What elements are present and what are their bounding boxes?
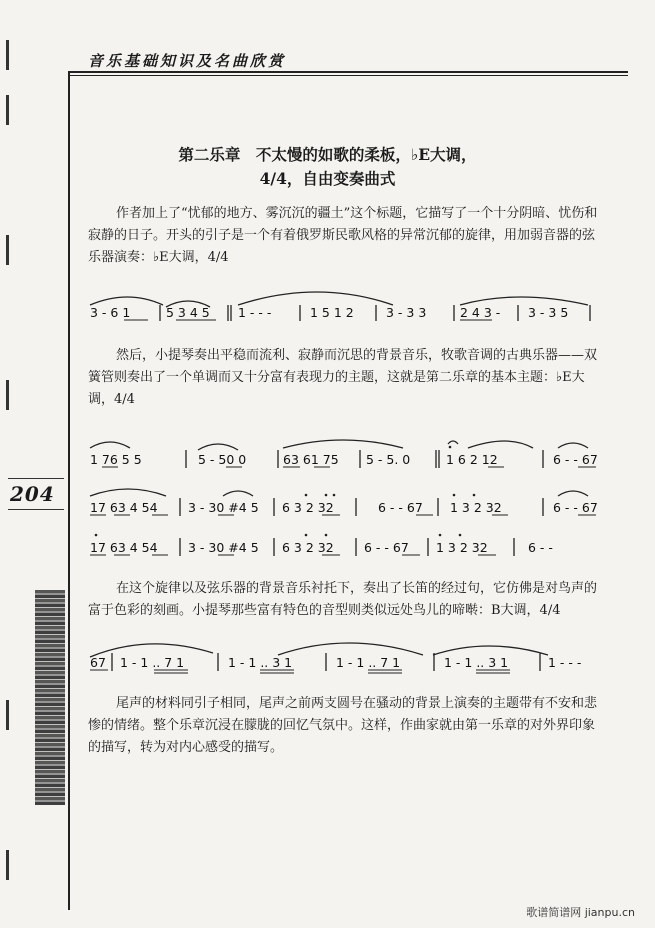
score-measure: 1 - 1 .. 3 1 [228,655,293,670]
score-measure: 1 6 2 12 [446,452,498,467]
score-measure: 3 - 6 1 [90,305,131,320]
score-theme-line1 [88,432,598,482]
score-measure: 6 - - [528,540,553,555]
score-measure: 6 - - 67 [553,500,598,515]
paragraph-text: 然后，小提琴奏出平稳而流利、寂静而沉思的背景音乐，牧歌音调的古典乐器——双簧管则奏出了一个单调而又十分富有表现力的主题，这就是第二乐章的基本主题：♭E大调，4/4 [88,348,598,407]
paragraph-text: 在这个旋律以及弦乐器的背景音乐衬托下，奏出了长笛的经过句，它仿佛是对鸟声的富于色彩的刻画。小提琴那些富有特色的音型则类似远处鸟儿的啼啭：B大调，4/4 [88,581,598,618]
score-measure: 17 63 4 54 [90,500,158,515]
paragraph-text: 尾声的材料同引子相同，尾声之前两支圆号在骚动的背景上演奏的主题带有不安和悲惨的情绪。整个乐章沉浸在朦胧的回忆气氛中。这样，作曲家就由第一乐章的对外界印象的描写，转为对内心感受的描写。 [88,696,598,755]
score-measure: 1 - - - [548,655,582,670]
score-measure: 1 - 1 .. 7 1 [120,655,185,670]
score-measure: 6 3 2 32 [282,540,334,555]
score-measure: 67 [90,655,106,670]
score-measure: 3 - 30 #4 5 [188,540,259,555]
binding-shadow [35,590,65,805]
score-measure: 1 76 5 5 [90,452,142,467]
header-rule [68,75,628,76]
score-measure: 1 3 2 32 [436,540,488,555]
score-measure: 3 - 3 5 [528,305,569,320]
score-intro [88,285,598,335]
paragraph-2 [88,345,600,411]
score-measure: 1 - 1 .. 7 1 [336,655,401,670]
score-measure: 1 - - - [238,305,272,320]
score-measure: 5 - 5. 0 [366,452,411,467]
score-measure: 63 61 75 [283,452,339,467]
score-measure: 3 - 3 3 [386,305,427,320]
score-measure: 1 3 2 32 [450,500,502,515]
paragraph-1 [88,203,600,269]
site-watermark: 歌谱简谱网 jianpu.cn [526,906,635,919]
score-measure: 6 - - 67 [378,500,423,515]
section-title-line2: 4/4，自由变奏曲式 [259,169,396,188]
margin-mark [6,95,9,125]
paragraph-text: 作者加上了“忧郁的地方、雾沉沉的疆土”这个标题，它描写了一个十分阴暗、忧伤和寂静的日子。开头的引子是一个有着俄罗斯民歌风格的异常沉郁的旋律，用加弱音器的弦乐器演奏：♭E大调，4/4 [88,206,598,265]
score-measure: 5 - 50 0 [198,452,247,467]
margin-mark [6,850,9,880]
section-title-line1: 第二乐章 不太慢的如歌的柔板，♭E大调， [178,145,477,164]
header-rule [68,71,628,73]
left-margin-rule [68,72,70,910]
score-measure: 6 3 2 32 [282,500,334,515]
score-measure: 1 5 1 2 [310,305,354,320]
score-measure: 17 63 4 54 [90,540,158,555]
score-bird-line [88,635,598,685]
score-measure: 2 4 3 - [460,305,501,320]
margin-mark [6,380,9,410]
score-measure: 6 - - 67 [364,540,409,555]
margin-mark [6,700,9,730]
score-theme-line3 [88,520,598,570]
page-number: 204 [10,482,55,506]
score-measure: 6 - - 67 [553,452,598,467]
score-measure: 3 - 30 #4 5 [188,500,259,515]
paragraph-3 [88,578,600,622]
paragraph-4 [88,693,600,759]
score-measure: 1 - 1 .. 3 1 [444,655,509,670]
score-measure: 5 3 4 5 [166,305,210,320]
margin-mark [6,235,9,265]
margin-mark [6,40,9,70]
running-header: 音乐基础知识及名曲欣赏 [88,52,287,70]
